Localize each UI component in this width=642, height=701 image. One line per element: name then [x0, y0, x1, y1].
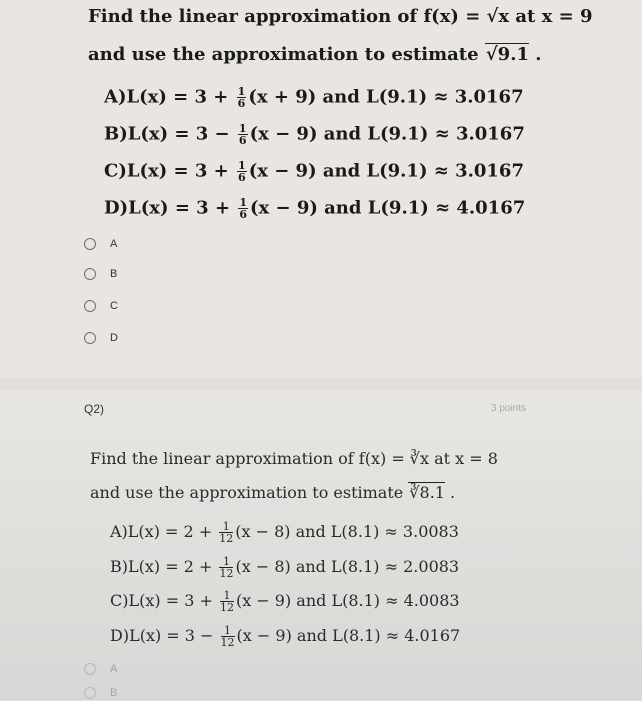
q2-prompt-line-1: [90, 449, 498, 468]
fraction-denominator: 12: [219, 567, 234, 580]
q1-option-d-prefix: D)L(x) = 3 +: [104, 197, 237, 219]
choice-label: A: [110, 238, 118, 250]
q1-option-c-rest: (x − 9) and L(9.1) ≈ 3.0167: [248, 160, 524, 182]
q2-option-b-prefix: B)L(x) = 2 +: [110, 557, 218, 576]
q1-choice-a[interactable]: [84, 236, 117, 252]
fraction-denominator: 6: [238, 171, 246, 184]
fraction-denominator: 12: [219, 601, 234, 614]
fraction-numerator: 1: [239, 196, 247, 209]
fraction-denominator: 12: [219, 532, 234, 545]
choice-label: D: [110, 332, 118, 344]
q2-prompt-text: Find the linear approximation of: [90, 449, 359, 468]
q2-option-b-rest: (x − 8) and L(8.1) ≈ 2.0083: [235, 557, 460, 576]
q2-option-a-prefix: A)L(x) = 2 +: [110, 522, 218, 541]
radio-button[interactable]: [84, 238, 96, 250]
q1-option-d-text: [104, 197, 525, 220]
q2-option-a-rest: (x − 8) and L(8.1) ≈ 3.0083: [235, 522, 459, 541]
q2-choice-b[interactable]: [84, 685, 117, 701]
q1-option-b-prefix: B)L(x) = 3 −: [104, 123, 236, 145]
q1-prompt-text: Find the linear approximation of: [88, 6, 424, 27]
q1-option-c-fraction: [237, 160, 247, 183]
radio-button[interactable]: [84, 268, 96, 280]
fraction-denominator: 6: [237, 97, 246, 110]
radio-button[interactable]: [84, 300, 96, 312]
question-number: Q2): [84, 402, 105, 416]
choice-label: B: [110, 268, 118, 280]
fraction-numerator: 1: [221, 625, 235, 637]
fraction-numerator: 1: [238, 159, 246, 172]
q2-option-b-fraction: [219, 556, 233, 579]
q1-prompt-line-2: [88, 44, 542, 65]
q1-option-a-fraction: [237, 86, 247, 109]
q1-option-a-prefix: A)L(x) = 3 +: [104, 86, 235, 108]
q1-prompt-end: .: [529, 44, 542, 65]
q2-option-d-prefix: D)L(x) = 3 −: [110, 626, 219, 645]
radio-button[interactable]: [84, 332, 96, 344]
q1-prompt-text-2: and use the approximation to estimate: [88, 44, 485, 65]
choice-label: B: [110, 687, 118, 699]
fraction-denominator: 12: [220, 636, 235, 649]
q2-prompt-end: .: [444, 483, 456, 502]
q1-function: f(x) = √x: [423, 6, 510, 27]
q2-point: at x = 8: [429, 449, 498, 468]
q2-option-a-fraction: [219, 521, 233, 544]
fraction-numerator: 1: [219, 521, 233, 533]
q2-option-c-text: [110, 590, 460, 613]
q2-option-c-fraction: [220, 590, 234, 613]
q2-estimate-target: ∛8.1: [409, 483, 445, 502]
q1-prompt-line-1: [88, 6, 593, 27]
fraction-numerator: 1: [220, 590, 234, 602]
q1-option-b-rest: (x − 9) and L(9.1) ≈ 3.0167: [249, 123, 525, 145]
q2-option-c-rest: (x − 9) and L(8.1) ≈ 4.0083: [235, 591, 460, 610]
q2-option-d-fraction: [221, 625, 235, 648]
q1-choice-c[interactable]: [84, 298, 118, 314]
fraction-numerator: 1: [219, 556, 233, 568]
fraction-numerator: 1: [238, 122, 247, 135]
q2-prompt-text-2: and use the approximation to estimate: [90, 483, 409, 502]
q1-option-c-prefix: C)L(x) = 3 +: [104, 160, 236, 182]
q1-option-a-rest: (x + 9) and L(9.1) ≈ 3.0167: [248, 86, 524, 108]
q1-choice-b[interactable]: [84, 266, 117, 282]
q1-estimate-target: √9.1: [485, 44, 529, 65]
q2-option-c-prefix: C)L(x) = 3 +: [110, 591, 218, 610]
q1-option-a-text: [104, 86, 524, 109]
q2-prompt-line-2: [90, 483, 455, 502]
q2-choice-a[interactable]: [84, 661, 117, 677]
q1-option-d-fraction: [238, 197, 248, 220]
q1-option-b-fraction: [238, 123, 248, 146]
q2-option-d-text: [110, 625, 460, 648]
question-2-panel: [0, 390, 642, 700]
radio-button[interactable]: [84, 663, 96, 675]
choice-label: C: [110, 300, 118, 312]
radio-button[interactable]: [84, 687, 96, 699]
q1-option-d-rest: (x − 9) and L(9.1) ≈ 4.0167: [249, 197, 526, 219]
fraction-numerator: 1: [237, 85, 246, 98]
q2-function: f(x) = ∛x: [358, 449, 430, 468]
q1-point: at x = 9: [509, 6, 593, 27]
q2-option-d-rest: (x − 9) and L(8.1) ≈ 4.0167: [236, 626, 461, 645]
q1-choice-d[interactable]: [84, 330, 118, 346]
choice-label: A: [110, 663, 118, 675]
points-label: 3 points: [491, 403, 527, 414]
fraction-denominator: 6: [239, 208, 247, 221]
q2-option-b-text: [110, 556, 459, 579]
q1-option-b-text: [104, 123, 525, 146]
fraction-denominator: 6: [238, 134, 247, 147]
q1-option-c-text: [104, 160, 524, 183]
q2-option-a-text: [110, 521, 459, 544]
